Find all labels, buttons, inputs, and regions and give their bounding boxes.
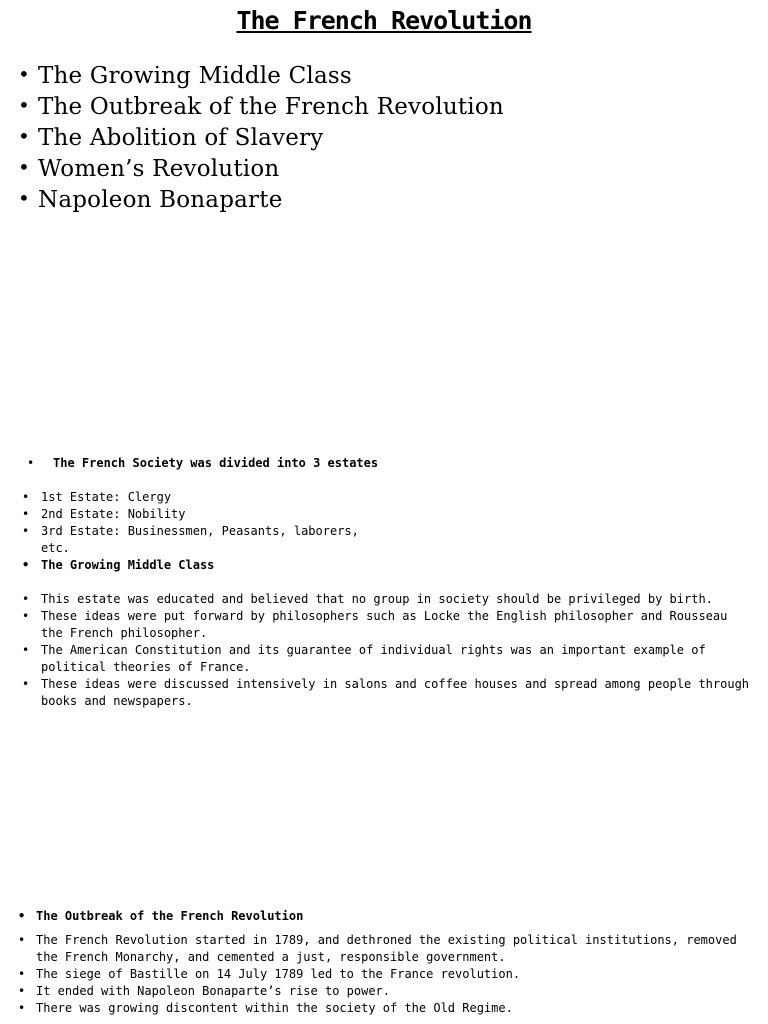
bullet-icon: • — [22, 490, 30, 504]
list-item — [0, 506, 760, 523]
point-text: There was growing discontent within the society of the Old Regime. — [36, 1001, 513, 1015]
list-item — [0, 966, 760, 983]
bullet-icon: • — [18, 62, 30, 86]
list-item — [0, 489, 760, 506]
point-text: The American Constitution and its guarantee of individual rights was an important example of political theories of France. — [41, 643, 706, 674]
point-text: The French Revolution started in 1789, and dethroned the existing political institutions, removed the French Monarchy, and cemented a just, responsible government. — [36, 933, 737, 964]
bullet-icon: • — [27, 456, 35, 470]
list-item-continuation — [0, 540, 760, 557]
bullet-icon: • — [18, 984, 26, 998]
point-text: It ended with Napoleon Bonaparte’s rise to power. — [36, 984, 391, 998]
bullet-icon: • — [22, 524, 30, 538]
topic-label: The Abolition of Slavery — [38, 125, 324, 151]
bullet-icon: • — [18, 967, 26, 981]
list-item — [0, 642, 760, 676]
bullet-icon: • — [22, 507, 30, 521]
bullet-icon: • — [18, 1001, 26, 1015]
list-item — [0, 608, 760, 642]
list-item — [0, 983, 760, 1000]
topic-label: The Growing Middle Class — [38, 63, 352, 89]
bullet-icon: • — [18, 933, 26, 947]
list-item — [0, 676, 760, 710]
list-item — [0, 1000, 760, 1017]
topic-label: The Outbreak of the French Revolution — [38, 94, 504, 120]
bullet-icon: • — [22, 643, 30, 657]
subheading — [0, 557, 760, 574]
bullet-icon: • — [22, 609, 30, 623]
list-item — [0, 591, 760, 608]
list-item — [18, 123, 504, 154]
page-title: The French Revolution — [236, 6, 532, 35]
estate-text: 1st Estate: Clergy — [41, 490, 172, 504]
estate-text: etc. — [41, 541, 70, 555]
bullet-icon: • — [18, 186, 30, 210]
estate-text: 2nd Estate: Nobility — [41, 507, 186, 521]
list-item — [18, 61, 504, 92]
bullet-icon: • — [22, 677, 30, 691]
bullet-icon: • — [18, 909, 26, 923]
estate-text: 3rd Estate: Businessmen, Peasants, laborers, — [41, 524, 359, 538]
bullet-icon: • — [18, 124, 30, 148]
section-heading — [0, 908, 760, 925]
list-item — [0, 523, 760, 540]
topics-list — [18, 61, 504, 216]
point-text: These ideas were put forward by philosophers such as Locke the English philosopher and Rousseau the French philosopher. — [41, 609, 728, 640]
subheading-text: The Growing Middle Class — [41, 558, 215, 572]
list-item — [18, 92, 504, 123]
list-item — [0, 932, 760, 966]
list-item — [18, 185, 504, 216]
topic-label: Napoleon Bonaparte — [38, 187, 283, 213]
bullet-icon: • — [22, 592, 30, 606]
outbreak-section — [0, 908, 760, 1017]
bullet-icon: • — [18, 93, 30, 117]
section-heading-text: The Outbreak of the French Revolution — [36, 909, 304, 923]
bullet-icon: • — [18, 155, 30, 179]
estates-section — [0, 455, 760, 710]
bullet-icon: • — [22, 558, 30, 572]
point-text: These ideas were discussed intensively in salons and coffee houses and spread among people through books and newspapers. — [41, 677, 750, 708]
section-heading — [0, 455, 760, 472]
section-heading-text: The French Society was divided into 3 estates — [53, 456, 379, 470]
topic-label: Women’s Revolution — [38, 156, 280, 182]
point-text: The siege of Bastille on 14 July 1789 led to the France revolution. — [36, 967, 521, 981]
list-item — [18, 154, 504, 185]
point-text: This estate was educated and believed that no group in society should be privileged by birth. — [41, 592, 713, 606]
